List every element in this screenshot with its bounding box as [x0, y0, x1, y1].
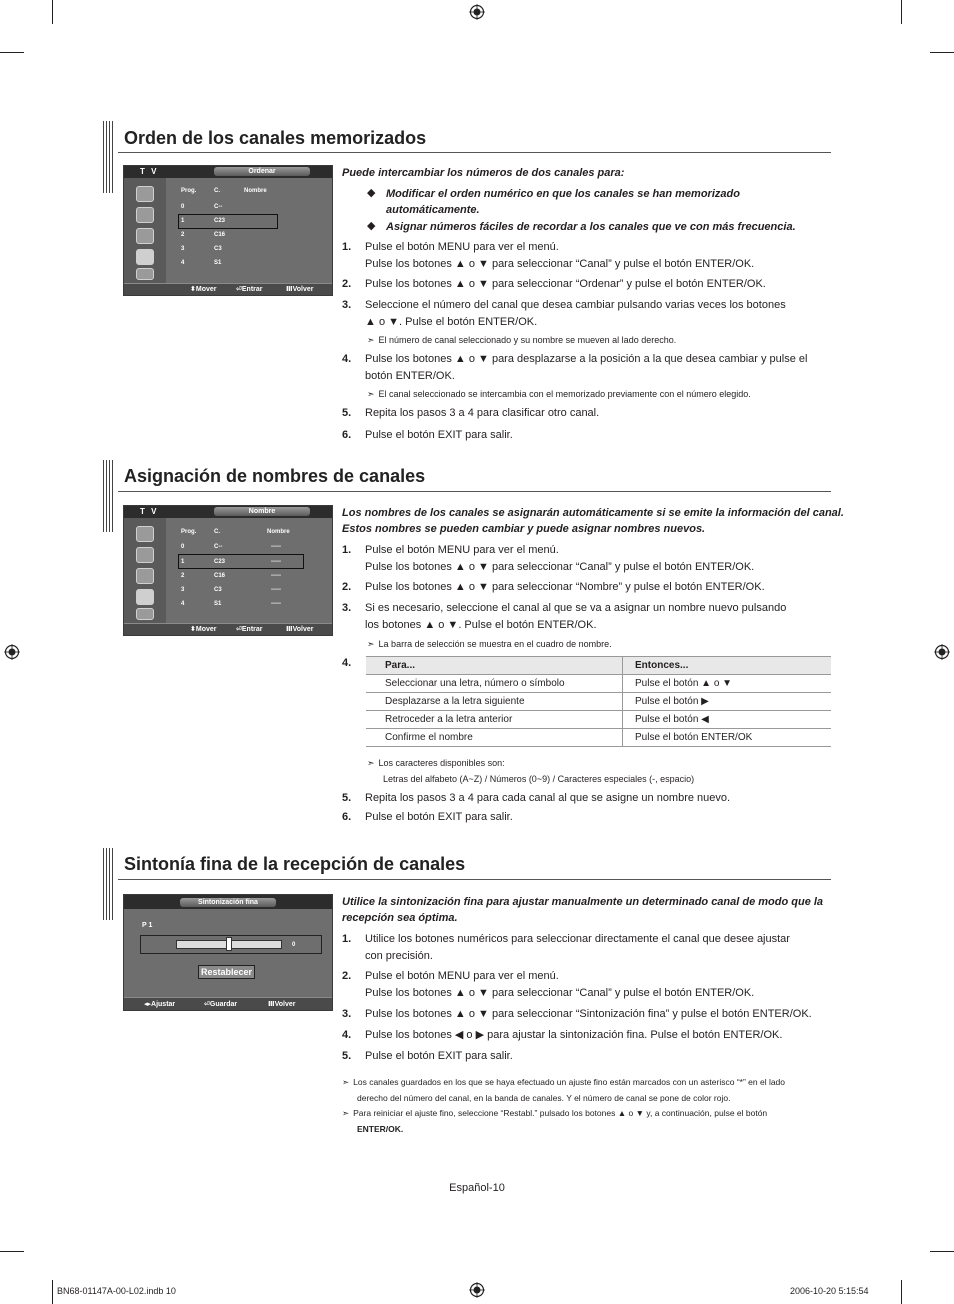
step-text: Pulse los botones ▲ o ▼ para desplazarse a la posición a la que desea cambiar y pulse el botón ENTER/OK.	[365, 353, 808, 382]
osd-row-prog: 3	[181, 587, 185, 593]
note-arrow-icon: ➣	[367, 639, 375, 649]
step-text: Pulse los botones ▲ o ▼ para seleccionar “Nombre” y pulse el botón ENTER/OK.	[365, 581, 765, 593]
osd-col-prog: Prog.	[181, 188, 197, 194]
osd-row-channel: C3	[214, 246, 222, 252]
section-intro: Puede intercambiar los números de dos canales para:	[342, 167, 625, 179]
osd-row-prog: 4	[181, 601, 185, 607]
osd-menu-title: Ordenar	[214, 167, 310, 176]
section-rule	[118, 491, 831, 492]
step-text: Pulse los botones ▲ o ▼ para seleccionar “Sintonización fina” y pulse el botón ENTER/OK.	[365, 1008, 812, 1020]
osd-footer-enter: ⏎Entrar	[236, 286, 263, 293]
step-number: 5.	[342, 1050, 352, 1062]
registration-mark-icon	[4, 644, 20, 660]
step-text: Utilice los botones numéricos para seleccionar directamente el canal que desee ajustar con precisión.	[365, 933, 790, 962]
channel-menu-icon	[136, 568, 154, 584]
osd-tv-label: T V	[140, 507, 159, 516]
osd-screen-nombre	[123, 505, 333, 636]
table-header: Para...	[366, 657, 623, 675]
step-number: 1.	[342, 933, 352, 945]
page-number: Español-10	[449, 1182, 505, 1194]
step-text: Pulse el botón MENU para ver el menú. Pulse los botones ▲ o ▼ para seleccionar “Canal” y pulse el botón ENTER/OK.	[365, 970, 755, 999]
note-arrow-icon: ➣	[342, 1077, 350, 1087]
step-number: 5.	[342, 792, 352, 804]
section-note: ➣ Para reiniciar el ajuste fino, seleccione “Restabl.” pulsado los botones ▲ o ▼ y, a continuación, pulse el botón ENTER/OK.	[342, 1105, 767, 1137]
setup-menu-icon	[136, 249, 154, 265]
table-row	[366, 711, 831, 729]
osd-row-name: -----	[271, 544, 281, 550]
step-note: ➣ Los caracteres disponibles son: Letras del alfabeto (A~Z) / Números (0~9) / Caracteres especiales (-, espacio)	[367, 755, 694, 787]
step-text: Si es necesario, seleccione el canal al que se va a asignar un nombre nuevo pulsando los botones ▲ o ▼. Pulse el botón ENTER/OK.	[365, 602, 787, 631]
osd-col-channel: C.	[214, 188, 220, 194]
osd-row-channel: S1	[214, 601, 222, 607]
step-number: 5.	[342, 407, 352, 419]
step-text: Pulse el botón MENU para ver el menú. Pulse los botones ▲ o ▼ para seleccionar “Canal” y pulse el botón ENTER/OK.	[365, 544, 755, 573]
osd-col-channel: C.	[214, 529, 220, 535]
step-text: Pulse el botón MENU para ver el menú. Pulse los botones ▲ o ▼ para seleccionar “Canal” y pulse el botón ENTER/OK.	[365, 241, 755, 270]
osd-row-channel: C23	[214, 559, 226, 565]
step-text: Pulse los botones ▲ o ▼ para seleccionar “Ordenar” y pulse el botón ENTER/OK.	[365, 278, 766, 290]
step-number: 6.	[342, 429, 352, 441]
step-number: 3.	[342, 299, 352, 311]
section-intro: Utilice la sintonización fina para ajustar manualmente un determinado canal de modo que la recepción sea óptima.	[342, 896, 824, 924]
step-number: 2.	[342, 278, 352, 290]
osd-row-name: -----	[271, 601, 281, 607]
crop-mark	[0, 52, 24, 53]
step-number: 3.	[342, 1008, 352, 1020]
step-number: 2.	[342, 581, 352, 593]
osd-row-prog: 0	[181, 204, 185, 210]
channel-menu-icon	[136, 228, 154, 244]
table-cell: Retroceder a la letra anterior	[366, 711, 623, 729]
osd-footer-enter: ⏎Entrar	[236, 626, 263, 633]
registration-mark-icon	[934, 644, 950, 660]
osd-row-prog: 4	[181, 260, 185, 266]
crop-mark	[930, 1251, 954, 1252]
step-text: Pulse el botón EXIT para salir.	[365, 429, 513, 441]
osd-col-name: Nombre	[244, 188, 267, 194]
step-text: Pulse los botones ◀ o ▶ para ajustar la sintonización fina. Pulse el botón ENTER/OK.	[365, 1029, 783, 1041]
osd-col-prog: Prog.	[181, 529, 197, 535]
table-cell: Pulse el botón ▲ o ▼	[623, 675, 832, 693]
table-cell: Seleccionar una letra, número o símbolo	[366, 675, 623, 693]
osd-row-prog: 0	[181, 544, 185, 550]
crop-mark	[0, 1251, 24, 1252]
section-rule	[118, 879, 831, 880]
osd-row-prog: 1	[181, 218, 185, 224]
step-number: 1.	[342, 544, 352, 556]
step-number: 3.	[342, 602, 352, 614]
diamond-bullet-icon: ◆	[367, 187, 376, 199]
print-file-name: BN68-01147A-00-L02.indb 10	[57, 1286, 176, 1296]
table-row	[366, 675, 831, 693]
bullet-text: Asignar números fáciles de recordar a los canales que ve con más frecuencia.	[386, 221, 796, 233]
osd-menu-title: Sintonización fina	[180, 898, 276, 907]
osd-screen-fine-tune	[123, 894, 333, 1011]
step-text: Pulse el botón EXIT para salir.	[365, 811, 513, 823]
step-text: Repita los pasos 3 a 4 para clasificar otro canal.	[365, 407, 600, 419]
table-cell: Confirme el nombre	[366, 729, 623, 747]
step-note: ➣ La barra de selección se muestra en el cuadro de nombre.	[367, 639, 612, 649]
note-arrow-icon: ➣	[342, 1108, 350, 1118]
osd-row-name: -----	[271, 573, 281, 579]
picture-menu-icon	[136, 526, 154, 542]
crop-mark	[901, 0, 902, 24]
osd-menu-title: Nombre	[214, 507, 310, 516]
osd-selection-bar	[178, 214, 278, 229]
osd-row-channel: S1	[214, 260, 222, 266]
print-timestamp: 2006-10-20 5:15:54	[790, 1286, 869, 1296]
table-cell: Pulse el botón ENTER/OK	[623, 729, 832, 747]
osd-row-channel: C16	[214, 232, 226, 238]
osd-program-label: P 1	[142, 922, 153, 929]
osd-footer-adjust: ◂▸Ajustar	[144, 1001, 176, 1008]
step-note: ➣ El número de canal seleccionado y su nombre se mueven al lado derecho.	[367, 335, 677, 345]
table-cell: Desplazarse a la letra siguiente	[366, 693, 623, 711]
step-number: 4.	[342, 657, 352, 669]
crop-mark	[930, 52, 954, 53]
section-title: Sintonía fina de la recepción de canales	[124, 854, 466, 874]
osd-footer-move: ⬍Mover	[190, 286, 217, 293]
osd-col-name: Nombre	[267, 529, 290, 535]
naming-instructions-table	[366, 656, 831, 747]
registration-mark-icon	[469, 1282, 485, 1298]
note-arrow-icon: ➣	[367, 389, 375, 399]
osd-row-name: -----	[271, 559, 281, 565]
osd-row-prog: 2	[181, 232, 185, 238]
section-bar	[103, 848, 115, 920]
crop-mark	[52, 1280, 53, 1304]
osd-row-name: -----	[271, 587, 281, 593]
osd-row-channel: C23	[214, 218, 226, 224]
osd-footer-back: ⅢVolver	[268, 1001, 296, 1008]
section-note: ➣ Los canales guardados en los que se haya efectuado un ajuste fino están marcados con un asterisco “*” en el lado derecho del número del canal, en la banda de canales. Y el número de canal se pone de color rojo.	[342, 1074, 785, 1106]
bullet-text: Modificar el orden numérico en que los canales se han memorizado automáticamente.	[386, 188, 740, 216]
step-number: 4.	[342, 353, 352, 365]
step-text: Seleccione el número del canal que desea cambiar pulsando varias veces los botones ▲ o ▼. Pulse el botón ENTER/OK.	[365, 299, 786, 328]
osd-footer-move: ⬍Mover	[190, 626, 217, 633]
setup-menu-icon	[136, 589, 154, 605]
crop-mark	[52, 0, 53, 24]
picture-menu-icon	[136, 186, 154, 202]
section-bar	[103, 460, 115, 532]
step-text: Repita los pasos 3 a 4 para cada canal al que se asigne un nombre nuevo.	[365, 792, 731, 804]
step-text: Pulse el botón EXIT para salir.	[365, 1050, 513, 1062]
diamond-bullet-icon: ◆	[367, 220, 376, 232]
step-note: ➣ El canal seleccionado se intercambia con el memorizado previamente con el número elegido.	[367, 389, 751, 399]
section-title: Orden de los canales memorizados	[124, 128, 427, 148]
table-header: Entonces...	[623, 657, 832, 675]
fine-tune-slider-handle	[226, 937, 232, 951]
table-row	[366, 729, 831, 747]
osd-row-channel: C3	[214, 587, 222, 593]
osd-row-channel: C--	[214, 544, 223, 550]
osd-row-channel: C16	[214, 573, 226, 579]
note-arrow-icon: ➣	[367, 335, 375, 345]
input-menu-icon	[136, 268, 154, 280]
table-row	[366, 693, 831, 711]
step-number: 1.	[342, 241, 352, 253]
step-number: 2.	[342, 970, 352, 982]
table-cell: Pulse el botón ◀	[623, 711, 832, 729]
section-bar	[103, 121, 115, 193]
step-number: 4.	[342, 1029, 352, 1041]
crop-mark	[901, 1280, 902, 1304]
section-intro: Los nombres de los canales se asignarán automáticamente si se emite la información del canal. Estos nombres se pueden cambiar y puede asignar nombres nuevos.	[342, 507, 844, 535]
sound-menu-icon	[136, 207, 154, 223]
note-arrow-icon: ➣	[367, 758, 375, 768]
osd-screen-ordenar	[123, 165, 333, 296]
osd-row-channel: C--	[214, 204, 223, 210]
section-title: Asignación de nombres de canales	[124, 466, 426, 486]
osd-footer-back: ⅢVolver	[286, 626, 314, 633]
osd-row-prog: 1	[181, 559, 185, 565]
table-cell: Pulse el botón ▶	[623, 693, 832, 711]
input-menu-icon	[136, 608, 154, 620]
osd-row-prog: 3	[181, 246, 185, 252]
osd-selection-bar	[178, 554, 304, 569]
fine-tune-value: 0	[292, 942, 296, 948]
step-number: 6.	[342, 811, 352, 823]
osd-row-prog: 2	[181, 573, 185, 579]
reset-button: Restablecer	[198, 965, 255, 979]
osd-tv-label: T V	[140, 167, 159, 176]
sound-menu-icon	[136, 547, 154, 563]
osd-footer-back: ⅢVolver	[286, 286, 314, 293]
section-rule	[118, 152, 831, 153]
osd-footer-save: ⏎Guardar	[204, 1001, 238, 1008]
registration-mark-icon	[469, 4, 485, 20]
